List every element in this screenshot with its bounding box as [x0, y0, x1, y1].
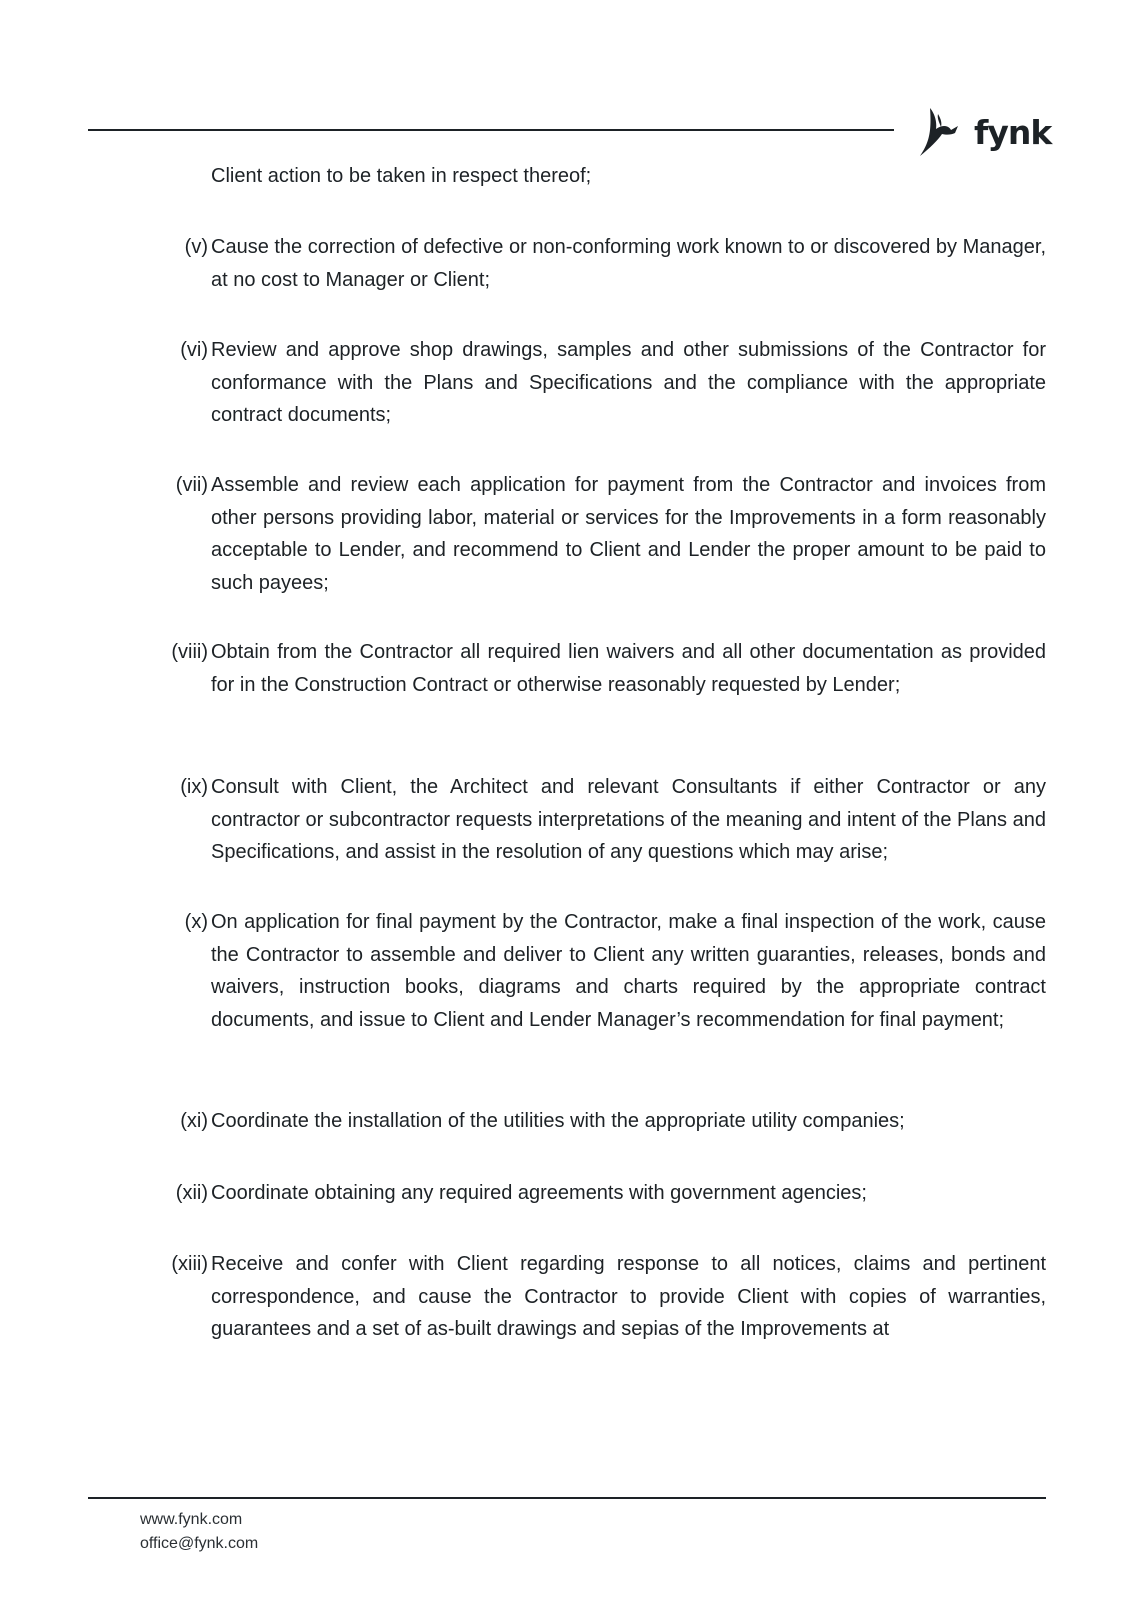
- item-number: (xii): [175, 1182, 208, 1204]
- item-text: Obtain from the Contractor all required lien waivers and all other documentation as provided for in the Construction Contract or otherwise reasonably requested by Lender;: [211, 641, 1046, 696]
- item-number: (v): [184, 236, 208, 258]
- item-number: (vii): [175, 474, 208, 496]
- brand-name: fynk: [974, 112, 1052, 152]
- footer-website: www.fynk.com: [140, 1511, 243, 1528]
- list-item: [184, 906, 1046, 1036]
- list-item: [184, 231, 1046, 296]
- item-text: Consult with Client, the Architect and relevant Consultants if either Contractor or any contractor or subcontractor requests interpretations of the meaning and intent of the Plans and Specifications, and assist in the resolution of any questions which may arise;: [211, 776, 1046, 863]
- item-text: Coordinate the installation of the utilities with the appropriate utility companies;: [211, 1110, 905, 1132]
- header-divider: [88, 129, 894, 131]
- list-item: [171, 1248, 1046, 1346]
- item-text: Review and approve shop drawings, samples and other submissions of the Contractor for conformance with the Plans and Specifications and the compliance with the appropriate contract documents;: [211, 339, 1046, 426]
- continuation-text: Client action to be taken in respect thereof;: [211, 165, 592, 187]
- item-number: (xi): [180, 1110, 208, 1132]
- list-item: [175, 1177, 1046, 1210]
- item-number: (ix): [180, 776, 208, 798]
- item-text: On application for final payment by the Contractor, make a final inspection of the work, cause the Contractor to assemble and deliver to Client any written guaranties, releases, bonds and waivers, instruction books, diagrams and charts required by the appropriate contract documents, and issue to Client and Lender Manager’s recommendation for final payment;: [211, 911, 1046, 1031]
- item-number: (viii): [171, 641, 208, 663]
- list-item: [175, 469, 1046, 599]
- item-text: Cause the correction of defective or non-conforming work known to or discovered by Manager, at no cost to Manager or Client;: [211, 236, 1046, 291]
- footer-email: office@fynk.com: [140, 1535, 259, 1552]
- list-item: [171, 636, 1046, 701]
- item-text: Receive and confer with Client regarding response to all notices, claims and pertinent correspondence, and cause the Contractor to provide Client with copies of warranties, guarantees and a set of as-built drawings and sepias of the Improvements at: [211, 1253, 1046, 1340]
- item-text: Coordinate obtaining any required agreements with government agencies;: [211, 1182, 867, 1204]
- footer: [140, 1508, 258, 1556]
- item-text: Assemble and review each application for payment from the Contractor and invoices from other persons providing labor, material or services for the Improvements in a form reasonably acceptable to Lender, and recommend to Client and Lender the proper amount to be paid to such payees;: [211, 474, 1046, 594]
- bird-logo-icon: [918, 104, 974, 160]
- list-item: [180, 1105, 1046, 1138]
- list-item: [180, 771, 1046, 869]
- item-number: (vi): [180, 339, 208, 361]
- brand-logo: [918, 103, 1051, 161]
- item-number: (xiii): [171, 1253, 208, 1275]
- list-item: [180, 334, 1046, 432]
- footer-divider: [88, 1497, 1046, 1499]
- item-number: (x): [184, 911, 208, 933]
